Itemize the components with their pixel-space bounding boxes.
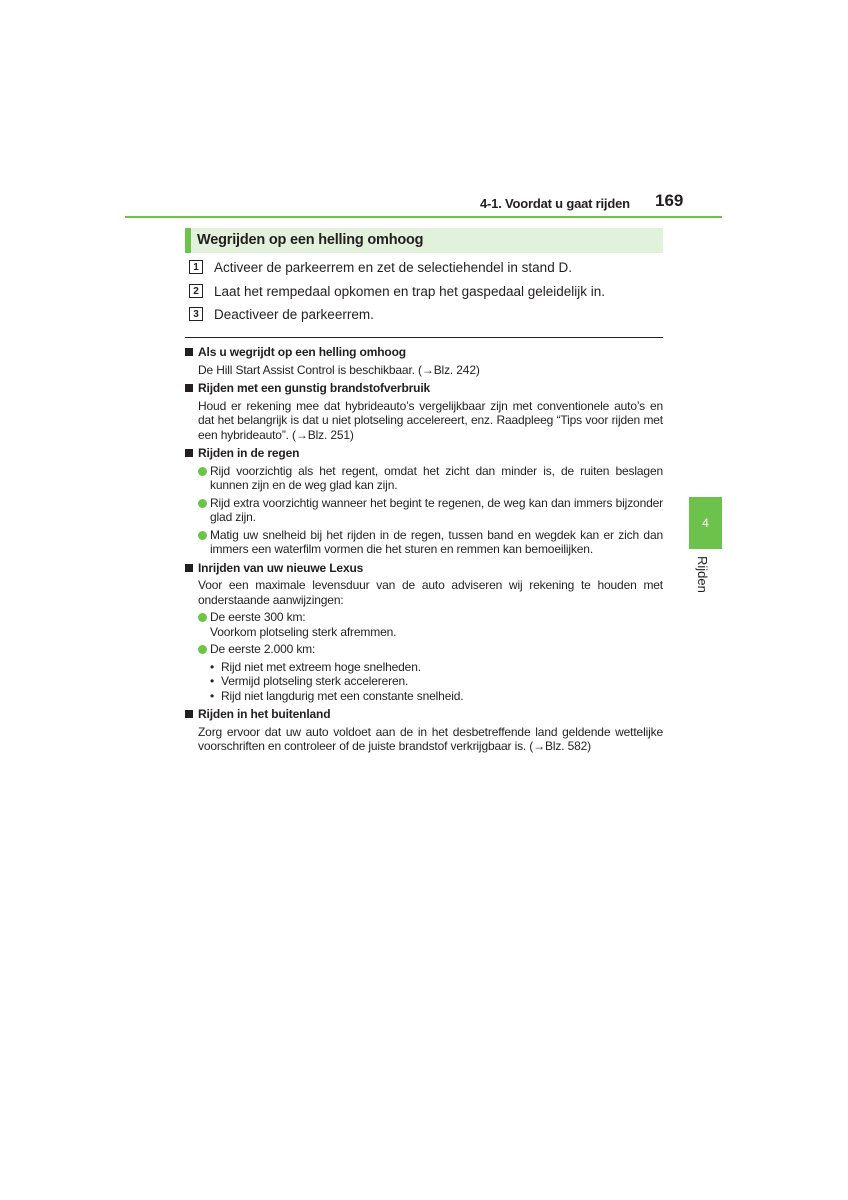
green-dot-icon [198, 499, 207, 508]
green-dot-icon [198, 531, 207, 540]
note-heading-text: Inrijden van uw nieuwe Lexus [198, 560, 364, 575]
note-heading-text: Rijden in het buitenland [198, 707, 331, 721]
sub-list [198, 660, 663, 704]
sub-list-item-text: Rijd niet met extreem hoge snelheden. [221, 659, 421, 674]
note-text: Voor een maximale levensduur van de auto adviseren wij rekening te houden met onderstaande aanwijzingen: [198, 578, 663, 607]
note-text: De Hill Start Assist Control is beschikbaar. (→Blz. 242) [198, 362, 480, 377]
page-number: 169 [655, 191, 684, 210]
small-dot-icon: • [210, 688, 215, 703]
note-heading-text: Rijden in de regen [198, 446, 300, 460]
list-item [198, 496, 663, 525]
green-dot-icon [198, 467, 207, 476]
step-text: Deactiveer de parkeerrem. [214, 306, 374, 322]
note-heading [185, 345, 663, 360]
step-number: 1 [189, 260, 203, 274]
step-text: Laat het rempedaal opkomen en trap het gaspedaal geleidelijk in. [214, 283, 606, 299]
chapter-tab [689, 497, 722, 549]
header-divider [125, 216, 722, 218]
square-bullet-icon [185, 449, 193, 457]
chapter-title: Rijden [695, 556, 710, 593]
small-dot-icon: • [210, 674, 215, 688]
note-helling [185, 345, 663, 377]
note-heading [185, 561, 663, 576]
note-lexus [185, 561, 663, 704]
green-dot-icon [198, 645, 207, 654]
step-number: 2 [189, 284, 203, 298]
list-item-text: Matig uw snelheid bij het rijden in de regen, tussen band en wegdek kan er zich dan immers een waterfilm vormen die het sturen en remmen kan bemoeilijken. [210, 527, 663, 556]
list-item-text: Rijd voorzichtig als het regent, omdat het zicht dan minder is, de ruiten beslagen kunnen zijn en de weg glad kan zijn. [210, 463, 663, 492]
sub-list-item [210, 689, 663, 704]
step-1 [189, 259, 572, 275]
step-2 [189, 283, 605, 299]
square-bullet-icon [185, 348, 193, 356]
list-item [198, 642, 663, 657]
square-bullet-icon [185, 710, 193, 718]
note-heading [185, 381, 663, 396]
list-item [198, 464, 663, 493]
note-heading [185, 707, 663, 722]
running-header-section: 4-1. Voordat u gaat rijden [480, 196, 630, 211]
list-item [198, 610, 663, 625]
sub-list-item-text: Vermijd plotseling sterk accelereren. [221, 674, 409, 688]
sub-list-item [210, 674, 663, 689]
sub-list-item [210, 660, 663, 675]
steps-divider [185, 337, 663, 338]
note-heading-text: Als u wegrijdt op een helling omhoog [198, 345, 406, 359]
step-text: Activeer de parkeerrem en zet de selectiehendel in stand D. [214, 259, 572, 275]
list-item-text: De eerste 300 km: [210, 610, 306, 624]
list-item-text: Rijd extra voorzichtig wanneer het begint te regenen, de weg kan dan immers bijzonder glad zijn. [210, 495, 663, 524]
list-item-detail: Voorkom plotseling sterk afremmen. [210, 624, 397, 639]
note-heading-text: Rijden met een gunstig brandstofverbruik [198, 381, 431, 395]
note-text: Zorg ervoor dat uw auto voldoet aan de in het desbetreffende land geldende wettelijke voorschriften en controleer of de juiste brandstof verkrijgbaar is. (→Blz. 582) [198, 724, 663, 753]
sub-list-item-text: Rijd niet langdurig met een constante snelheid. [221, 688, 464, 703]
list-item [198, 528, 663, 557]
note-regen [185, 446, 663, 557]
list-item-text: De eerste 2.000 km: [210, 642, 316, 656]
note-buitenland [185, 707, 663, 754]
note-text: Houd er rekening mee dat hybrideauto’s vergelijkbaar zijn met conventionele auto’s en dat het belangrijk is dat u niet plotseling accelereert, enz. Raadpleeg “Tips voor rijden met een hybrideauto”. (→Blz. 251) [198, 398, 663, 442]
note-heading [185, 446, 663, 461]
note-brandstof [185, 381, 663, 442]
section-title [185, 228, 663, 253]
green-dot-icon [198, 613, 207, 622]
section-title-text: Wegrijden op een helling omhoog [197, 232, 424, 248]
small-dot-icon: • [210, 659, 215, 674]
chapter-number: 4 [702, 516, 709, 530]
square-bullet-icon [185, 384, 193, 392]
square-bullet-icon [185, 564, 193, 572]
step-number: 3 [189, 307, 203, 321]
step-3 [189, 306, 374, 322]
notes-section [185, 345, 663, 758]
